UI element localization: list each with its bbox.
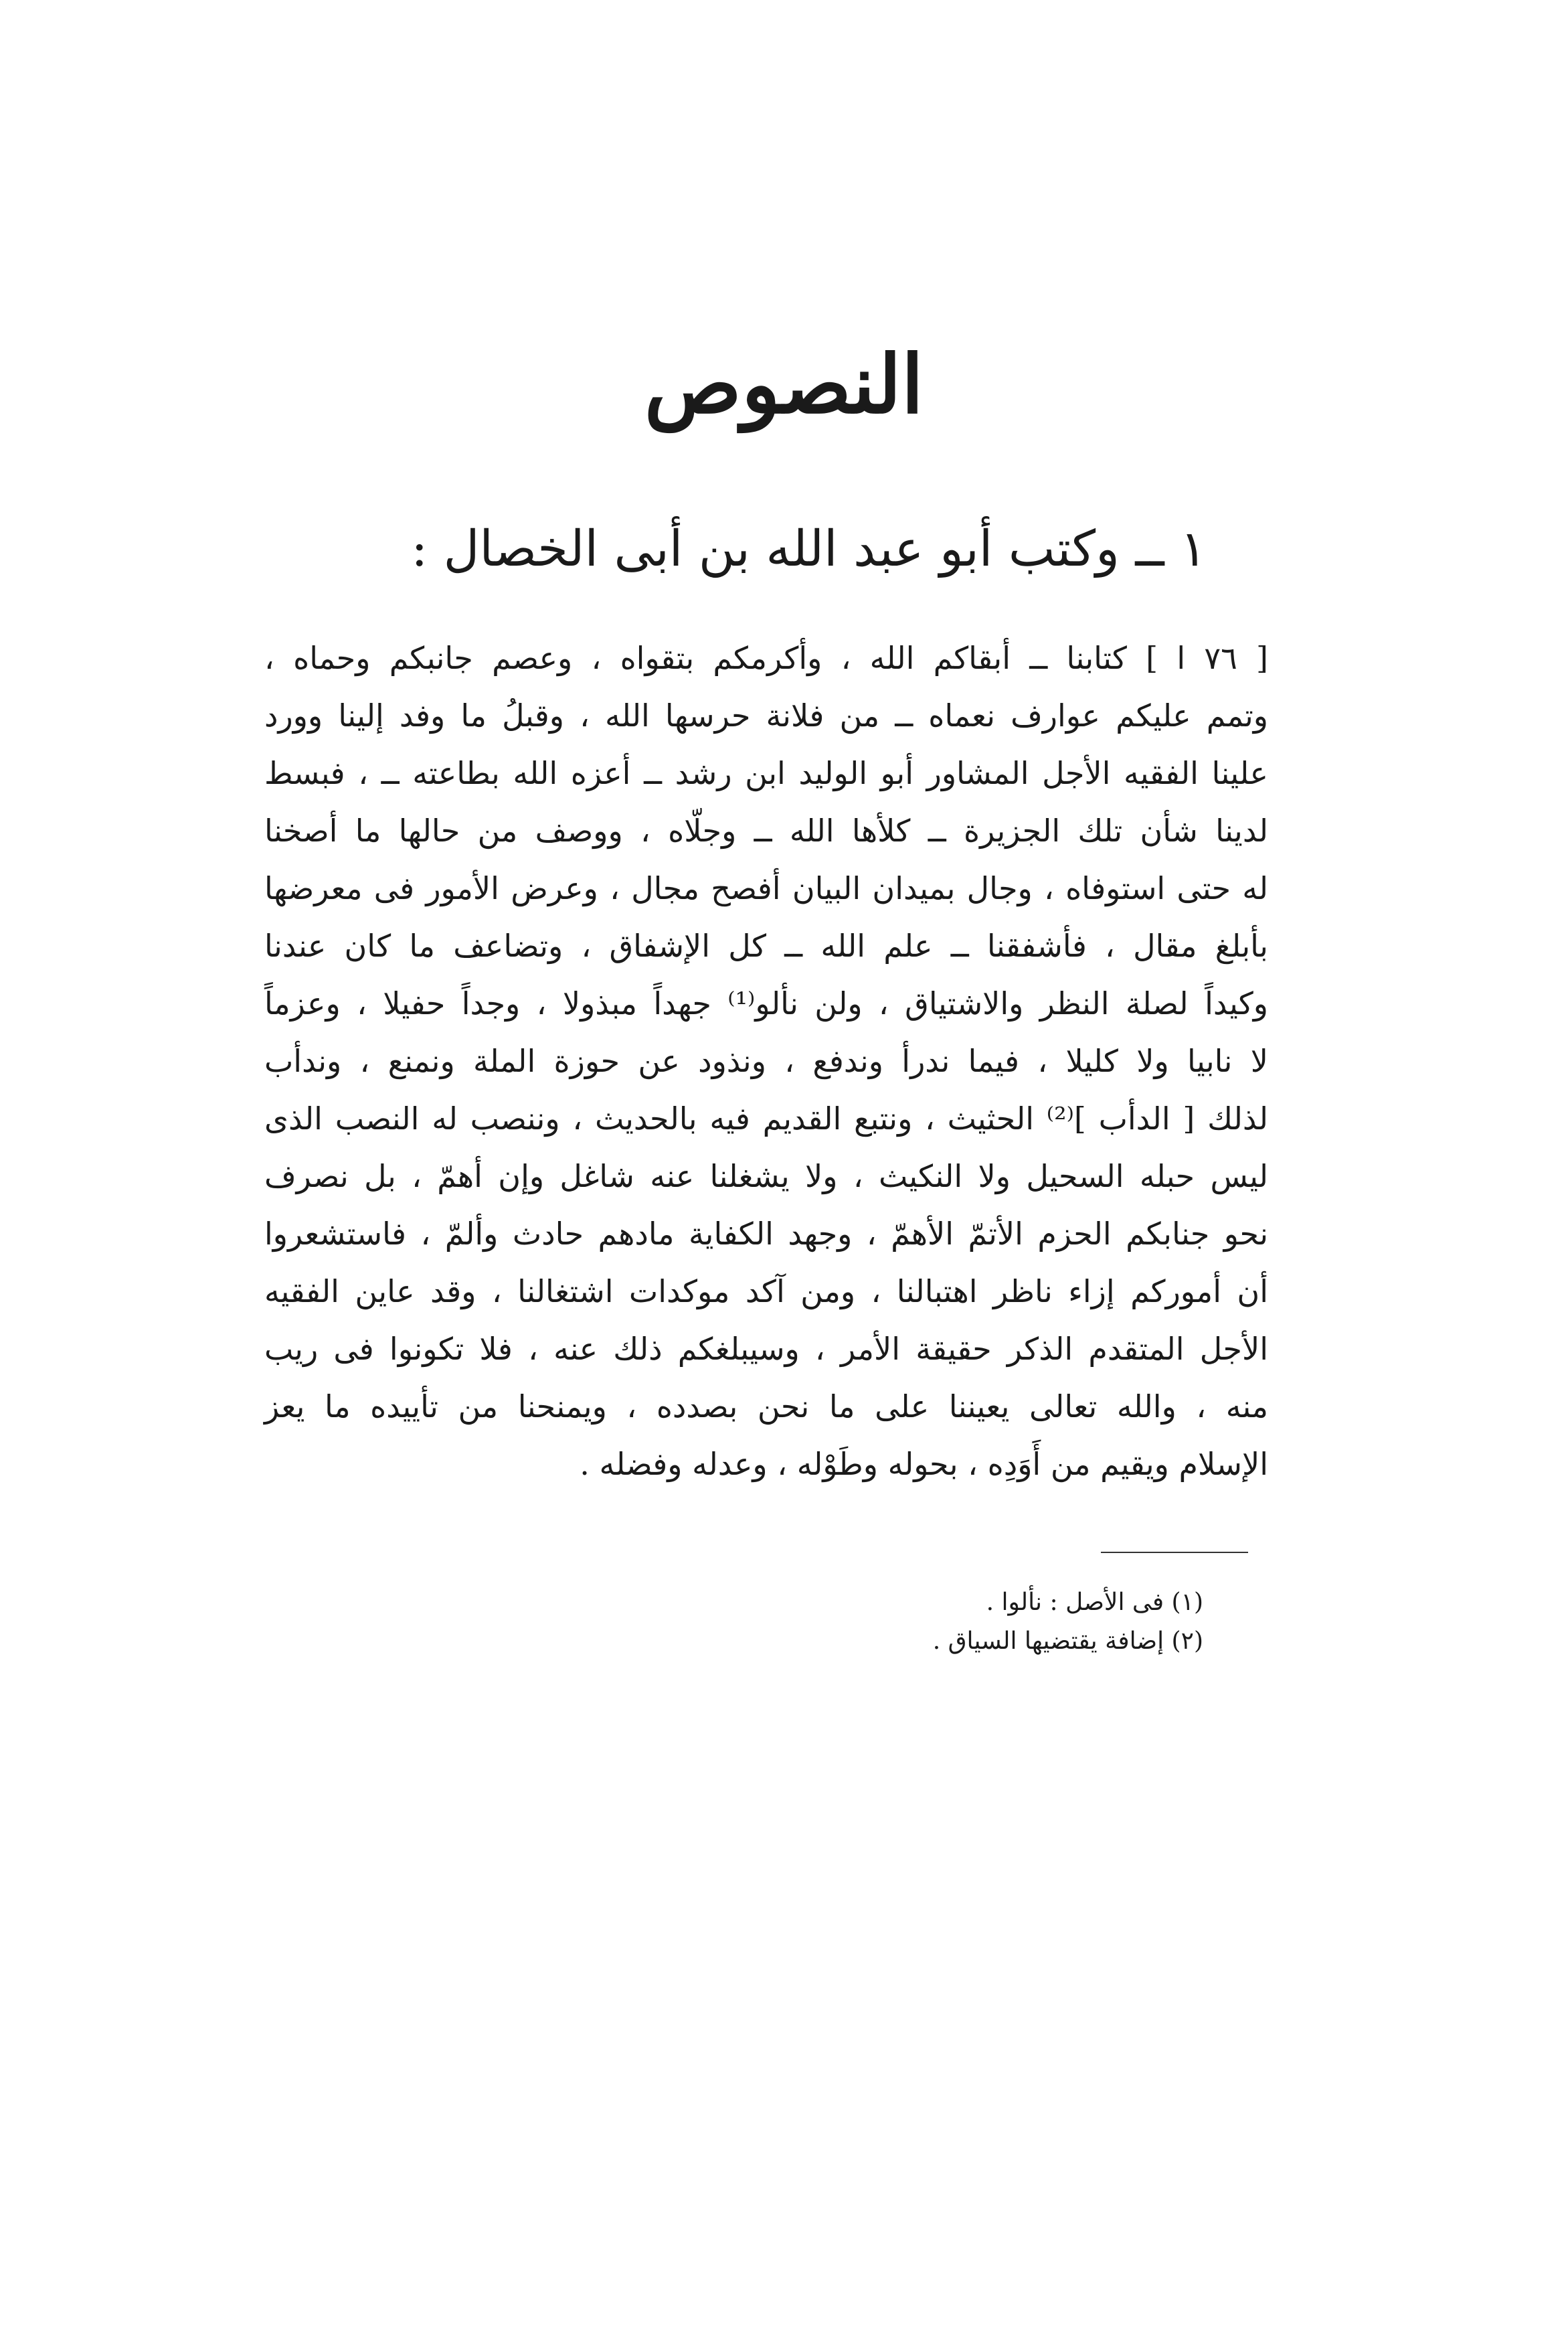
body-line: بأبلغ مقال ، فأشفقنا ــ علم الله ــ كل الإشفاق ، وتضاعف ما كان عندنا xyxy=(264,928,1268,964)
footnote-divider xyxy=(1101,1552,1248,1553)
body-line: [ ٧٦ ا ] كتابنا ــ أبقاكم الله ، وأكرمكم بتقواه ، وعصم جانبكم وحماه ، xyxy=(264,640,1269,676)
body-line: وتمم عليكم عوارف نعماه ــ من فلانة حرسها الله ، وقبلُ ما وفد إلينا وورد xyxy=(264,698,1268,734)
footnote-1: (١) فى الأصل : نألوا . xyxy=(986,1589,1203,1616)
footnotes xyxy=(601,1583,1203,1661)
footnote-2: (٢) إضافة يقتضيها السياق . xyxy=(932,1627,1203,1655)
body-line: أن أموركم إزاء ناظر اهتبالنا ، ومن آكد موكدات اشتغالنا ، وقد عاين الفقيه xyxy=(264,1273,1268,1309)
body-text xyxy=(264,629,1268,1493)
body-line: لذلك [ الدأب ]⁽²⁾ الحثيث ، ونتبع القديم فيه بالحديث ، وننصب له النصب الذى xyxy=(264,1101,1269,1137)
body-line: نحو جنابكم الحزم الأتمّ الأهمّ ، وجهد الكفاية مادهم حادث وألمّ ، فاستشعروا xyxy=(264,1216,1268,1252)
body-line: لدينا شأن تلك الجزيرة ــ كلأها الله ــ وجلّاه ، ووصف من حالها ما أصخنا xyxy=(264,813,1268,849)
body-line: له حتى استوفاه ، وجال بميدان البيان أفصح مجال ، وعرض الأمور فى معرضها xyxy=(264,870,1268,906)
body-line: لا نابيا ولا كليلا ، فيما ندرأ وندفع ، ونذود عن حوزة الملة ونمنع ، وندأب xyxy=(264,1043,1268,1079)
body-line: ليس حبله السحيل ولا النكيث ، ولا يشغلنا عنه شاغل وإن أهمّ ، بل نصرف xyxy=(264,1158,1269,1194)
body-line: الإسلام ويقيم من أَوَدِه ، بحوله وطَوْله ، وعدله وفضله . xyxy=(580,1446,1268,1482)
body-line: الأجل المتقدم الذكر حقيقة الأمر ، وسيبلغكم ذلك عنه ، فلا تكونوا فى ريب xyxy=(264,1331,1268,1367)
section-heading: ١ ــ وكتب أبو عبد الله بن أبى الخصال : xyxy=(411,520,1207,578)
body-line: وكيداً لصلة النظر والاشتياق ، ولن نألو⁽¹⁾ جهداً مبذولا ، وجداً حفيلا ، وعزماً xyxy=(264,985,1268,1022)
body-line: منه ، والله تعالى يعيننا على ما نحن بصدده ، ويمنحنا من تأييده ما يعز xyxy=(264,1388,1268,1425)
body-line: علينا الفقيه الأجل المشاور أبو الوليد ابن رشد ــ أعزه الله بطاعته ــ ، فبسط xyxy=(264,755,1268,791)
page-title: النصوص xyxy=(644,337,924,432)
